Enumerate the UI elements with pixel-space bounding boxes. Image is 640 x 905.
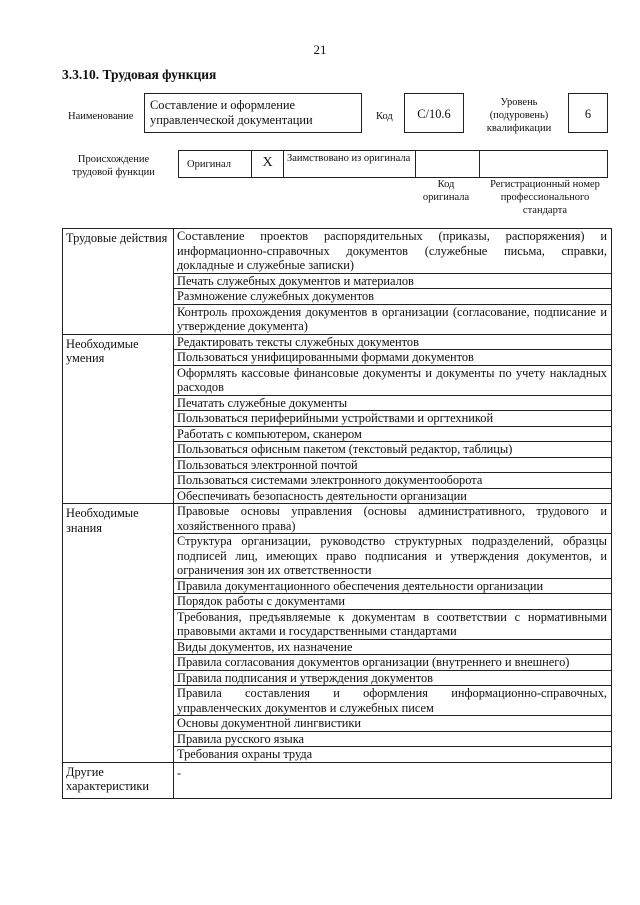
- list-item: Печатать служебные документы: [174, 395, 612, 411]
- function-name-value: Составление и оформление управленческой документации: [150, 98, 313, 127]
- list-item: Оформлять кассовые финансовые документы и документы по учету накладных расходов: [174, 365, 612, 395]
- original-label: Оригинал: [187, 159, 231, 170]
- origin-table: [178, 150, 608, 178]
- registration-number-caption: Регистрационный номер профессионального стандарта: [490, 179, 600, 216]
- list-item: Основы документной лингвистики: [174, 716, 612, 732]
- list-item: Размножение служебных документов: [174, 289, 612, 305]
- work-function-table: [62, 228, 612, 799]
- qualification-level-box: [568, 93, 608, 133]
- origin-label: Происхождение трудовой функции: [72, 154, 155, 178]
- table-row: [63, 504, 612, 534]
- list-item: Работать с компьютером, сканером: [174, 426, 612, 442]
- list-item: Требования охраны труда: [174, 747, 612, 763]
- section-title-other-characteristics: Другие характеристики: [63, 762, 174, 798]
- code-label: Код: [376, 111, 393, 122]
- list-item: Пользоваться офисным пакетом (текстовый редактор, таблицы): [174, 442, 612, 458]
- list-item: Печать служебных документов и материалов: [174, 273, 612, 289]
- section-title: 3.3.10. Трудовая функция: [62, 67, 217, 82]
- section-title-required-knowledge: Необходимые знания: [63, 504, 174, 763]
- list-item: Составление проектов распорядительных (приказы, распоряжения) и информационно-справочных документов (служебные письма, справки, докладные и служебные записки): [174, 229, 612, 274]
- qualification-level-label: Уровень (подуровень) квалификации: [486, 97, 552, 134]
- list-item: Пользоваться системами электронного документооборота: [174, 473, 612, 489]
- code-value: C/10.6: [417, 107, 451, 121]
- list-item: Правила подписания и утверждения документов: [174, 670, 612, 686]
- list-item: Структура организации, руководство структурных подразделений, образцы подписей лиц, имеющих право подписания и утверждения документов, и ограничения зон их ответственности: [174, 534, 612, 579]
- table-row: [63, 762, 612, 798]
- list-item: Правовые основы управления (основы административного, трудового и хозяйственного права): [174, 504, 612, 534]
- list-item: Виды документов, их назначение: [174, 639, 612, 655]
- table-row: [63, 229, 612, 274]
- original-mark: X: [262, 155, 273, 170]
- list-item: Порядок работы с документами: [174, 594, 612, 610]
- qualification-level-value: 6: [584, 107, 592, 121]
- function-name-box: [144, 93, 362, 133]
- borrowed-label: Заимствовано из оригинала: [287, 153, 411, 164]
- list-item: Требования, предъявляемые к документам в соответствии с нормативными правовыми актами и государственными стандартами: [174, 609, 612, 639]
- section-title-labor-actions: Трудовые действия: [63, 229, 174, 335]
- list-item: Пользоваться унифицированными формами документов: [174, 350, 612, 366]
- list-item: Правила документационного обеспечения деятельности организации: [174, 578, 612, 594]
- page-number: 21: [313, 42, 327, 57]
- list-item: Пользоваться периферийными устройствами и оргтехникой: [174, 411, 612, 427]
- table-row: [63, 334, 612, 350]
- list-item: -: [174, 762, 612, 798]
- original-code-caption: Код оригинала: [422, 179, 470, 203]
- list-item: Правила русского языка: [174, 731, 612, 747]
- list-item: Редактировать тексты служебных документов: [174, 334, 612, 350]
- list-item: Пользоваться электронной почтой: [174, 457, 612, 473]
- list-item: Правила составления и оформления информационно-справочных, управленческих документов и служебных писем: [174, 686, 612, 716]
- list-item: Контроль прохождения документов в организации (согласование, подписание и утверждение документа): [174, 304, 612, 334]
- list-item: Обеспечивать безопасность деятельности организации: [174, 488, 612, 504]
- name-label: Наименование: [68, 111, 134, 122]
- code-box: [404, 93, 464, 133]
- section-title-required-skills: Необходимые умения: [63, 334, 174, 504]
- list-item: Правила согласования документов организации (внутреннего и внешнего): [174, 655, 612, 671]
